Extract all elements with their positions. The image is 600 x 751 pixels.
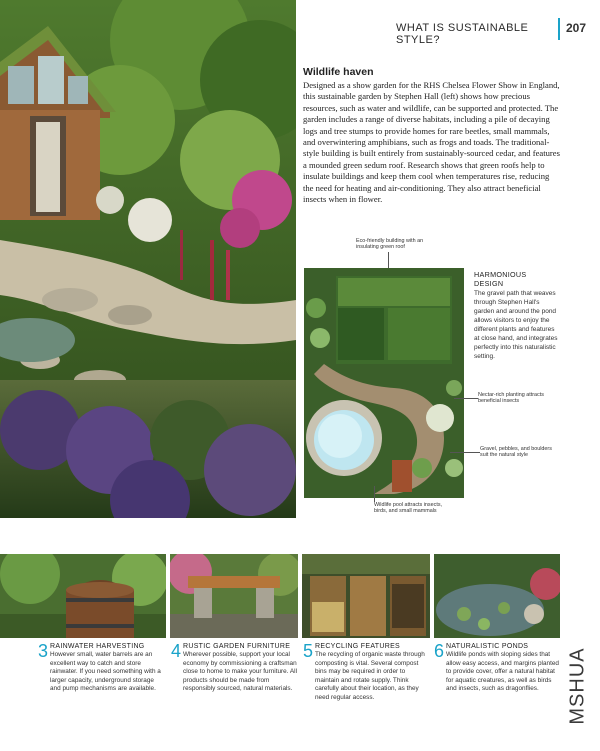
caption-number: 6: [434, 641, 445, 661]
leader-line: [454, 398, 478, 399]
leader-line: [374, 486, 375, 502]
plan-label-gravel: Gravel, pebbles, and boulders suit the natural style: [480, 446, 552, 459]
caption-furniture: [171, 642, 299, 694]
caption-title: RECYCLING FEATURES: [315, 643, 401, 650]
compost-illustration: [302, 554, 430, 638]
watermark: [563, 636, 593, 736]
barrel-illustration: [0, 554, 166, 638]
caption-text: The recycling of organic waste through composting is vital. Several compost bins may be required in order to maintain and rotate supply. Think carefully about their location, as they need regular access.: [315, 651, 425, 701]
caption-number: 5: [303, 641, 314, 661]
section-title: WHAT IS SUSTAINABLE STYLE?: [396, 22, 529, 46]
wildlife-pond-photo: [434, 554, 560, 638]
caption-title: RUSTIC GARDEN FURNITURE: [183, 643, 291, 650]
plan-illustration: [304, 268, 464, 498]
plan-label-pool: Wildlife pool attracts insects, birds, and small mammals: [374, 502, 443, 515]
caption-ponds: [434, 642, 562, 694]
compost-bins-photo: [302, 554, 430, 638]
water-barrel-photo: [0, 554, 166, 638]
photo-strip: [0, 554, 560, 638]
caption-rainwater: [38, 642, 166, 694]
watermark-text: MSHUA: [566, 647, 589, 725]
caption-text: Wildlife ponds with sloping sides that allow easy access, and margins planted to provide cover, offer a natural habitat for aquatic creatures, as well as birds and insects, such as dragonflies.: [446, 651, 559, 693]
article-body: Designed as a show garden for the RHS Chelsea Flower Show in England, this sustainable garden by Stephen Hall (left) shows how precious resources, such as water and wildlife, can be supported and protected. The garden includes a range of diverse habitats, including a pile of decaying logs and tree stumps to provide homes for rare beetles, small mammals, and overwintering amphibians, such as frogs and toads. The traditional-style building is built entirely from sustainably-sourced cedar, and features a mounded green sedum roof. Research shows that green roofs help to insulate buildings and keep them cool when temperatures rise, reducing the need for heating and air-conditioning. They also attract beneficial insects when in flower.: [303, 80, 560, 205]
callout-body: The gravel path that weaves through Stephen Hall's garden and around the pond allows visitors to enjoy the different plants and features at close hand, and integrates perfectly into this naturalistic setting.: [474, 290, 558, 360]
page-number: 207: [565, 21, 586, 35]
caption-text: Wherever possible, support your local economy by commissioning a craftsman close to home to make your furniture. All products should be made from responsibly sourced, natural materials.: [183, 651, 298, 693]
callout-title: HARMONIOUS DESIGN: [474, 270, 527, 288]
caption-number: 4: [171, 641, 182, 661]
plan-label-planting: Nectar-rich planting attracts beneficial insects: [478, 392, 544, 405]
harmonious-design-callout: [474, 270, 558, 361]
caption-text: However small, water barrels are an excellent way to catch and store rainwater. If you need something with a larger capacity, underground storage and pump mechanisms are available.: [50, 651, 161, 693]
garden-bench-photo: [170, 554, 298, 638]
plan-label-building: Eco-friendly building with an insulating green roof: [356, 238, 424, 251]
header-divider: [558, 18, 560, 40]
caption-number: 3: [38, 641, 49, 661]
page-header: [396, 18, 592, 46]
leader-line: [450, 452, 480, 453]
pond-illustration: [434, 554, 560, 638]
bench-illustration: [170, 554, 298, 638]
hero-garden-photo: [0, 0, 296, 518]
caption-title: NATURALISTIC PONDS: [446, 643, 529, 650]
caption-title: RAINWATER HARVESTING: [50, 643, 145, 650]
garden-illustration: [0, 0, 296, 518]
article-title: Wildlife haven: [303, 66, 374, 78]
article: [303, 66, 560, 205]
caption-recycling: [303, 642, 431, 703]
